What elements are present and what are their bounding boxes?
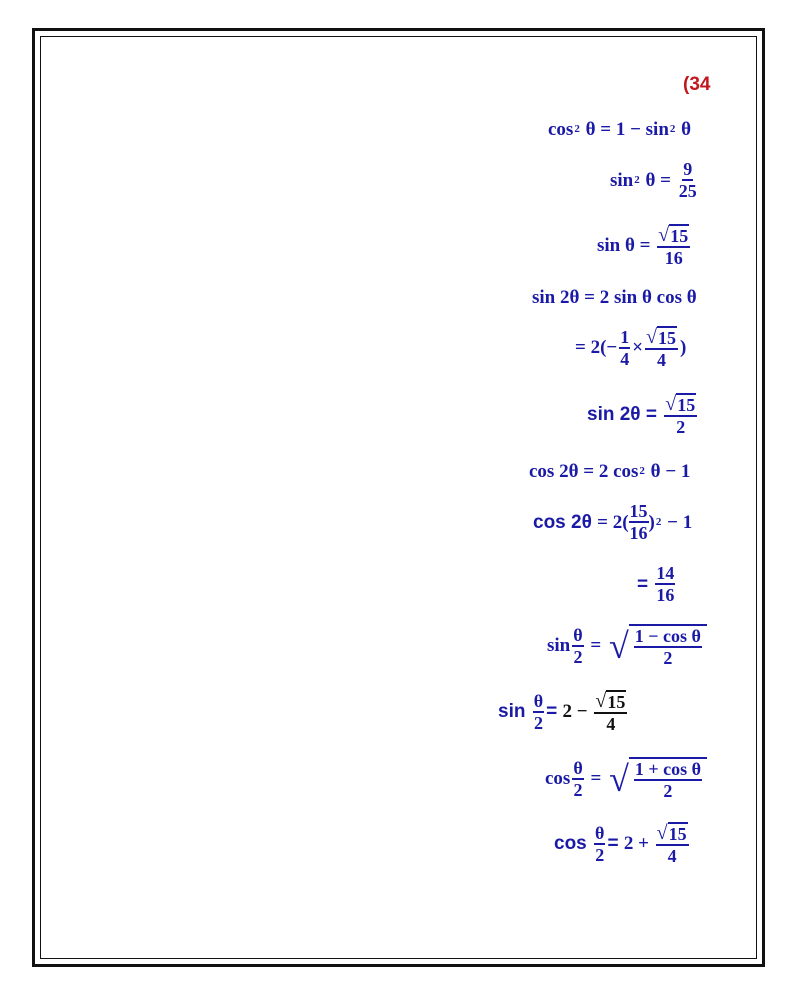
eq2-fraction <box>678 160 698 200</box>
eq12-half-angle <box>572 759 583 799</box>
eq2-exp: 2 <box>634 173 640 186</box>
eq9-fraction <box>655 564 675 604</box>
eq12-two: 2 <box>573 779 583 800</box>
eq13-pre: 2 + <box>623 833 654 854</box>
equation-8 <box>533 502 692 542</box>
equation-13 <box>554 822 691 865</box>
eq11-half-angle <box>533 692 544 732</box>
eq13-theta: θ <box>595 822 605 843</box>
eq5-numerator-1: 1 <box>620 326 630 347</box>
sqrt-icon: √ <box>646 326 658 348</box>
eq12-numerator: 1 + cos θ <box>634 759 701 779</box>
eq12-lhs: cos <box>545 768 571 789</box>
sqrt-icon: √ <box>595 690 607 712</box>
eq11-radicand: 15 <box>607 692 626 712</box>
eq11-denominator: 4 <box>606 714 616 734</box>
eq5-post: ) <box>680 337 687 358</box>
eq1-end: θ <box>676 119 692 140</box>
eq8-pre: = 2( <box>597 511 629 533</box>
eq6-lhs: sin 2θ = <box>587 404 663 425</box>
eq8-numerator: 15 <box>629 501 648 521</box>
eq13-half-angle <box>594 824 605 864</box>
equation-6 <box>587 393 699 436</box>
eq5-denominator-2: 4 <box>657 350 667 370</box>
eq5-fraction-1 <box>619 328 630 368</box>
eq12-equals: = <box>585 768 607 789</box>
eq3-fraction <box>657 224 690 267</box>
eq11-theta: θ <box>533 690 544 711</box>
eq5-radicand: 15 <box>658 328 677 348</box>
eq2-lhs: sin <box>610 169 634 191</box>
eq9-numerator: 14 <box>656 563 675 583</box>
eq8-denominator: 16 <box>629 523 648 543</box>
eq12-radical <box>609 757 707 800</box>
eq5-pre: = 2(− <box>575 337 618 358</box>
eq11-equals: = <box>546 701 563 722</box>
eq10-half-angle <box>572 626 583 666</box>
eq13-fraction <box>656 822 689 865</box>
eq8-end: − 1 <box>662 511 693 533</box>
eq13-radicand: 15 <box>668 824 687 844</box>
eq8-post: ) <box>648 511 655 533</box>
eq12-denominator: 2 <box>663 781 673 801</box>
eq5-times: × <box>632 337 644 358</box>
equation-1 <box>548 120 691 139</box>
eq11-two: 2 <box>533 712 543 733</box>
eq4-text: sin 2θ = 2 sin θ cos θ <box>532 287 697 308</box>
eq1-mid: θ = 1 − sin <box>580 119 669 140</box>
eq13-lhs: cos <box>554 833 593 854</box>
eq11-lhs: sin <box>498 701 531 722</box>
sqrt-icon: √ <box>658 224 670 246</box>
eq7-end: θ − 1 <box>645 461 691 482</box>
eq6-radicand: 15 <box>677 395 696 415</box>
eq7-lhs: cos 2θ = 2 cos <box>529 461 639 482</box>
sqrt-icon: √ <box>665 393 677 415</box>
eq10-two: 2 <box>573 646 583 667</box>
eq11-pre: 2 − <box>562 701 593 722</box>
eq1-exp2: 2 <box>669 123 676 135</box>
eq9-denominator: 16 <box>656 585 675 605</box>
eq7-exp: 2 <box>639 465 645 477</box>
eq5-denominator-1: 4 <box>620 348 630 369</box>
eq1-exp: 2 <box>574 123 580 135</box>
eq6-fraction <box>664 393 697 436</box>
eq3-radicand: 15 <box>670 226 689 246</box>
equation-12 <box>545 757 707 800</box>
equation-9 <box>637 564 677 604</box>
problem-number: (34 <box>683 74 711 95</box>
eq3-denominator: 16 <box>664 248 683 268</box>
eq8-exp: 2 <box>655 515 662 528</box>
equation-5 <box>575 326 686 369</box>
eq10-denominator: 2 <box>663 648 673 668</box>
eq10-equals: = <box>585 635 606 656</box>
eq9-lhs: = <box>637 573 654 595</box>
eq3-lhs: sin θ = <box>597 235 656 256</box>
eq10-radical <box>609 624 707 667</box>
sqrt-icon: √ <box>608 626 629 666</box>
eq10-lhs: sin <box>547 635 571 656</box>
eq1-lhs: cos <box>548 119 574 140</box>
eq8-lhs: cos 2θ <box>533 511 598 533</box>
sqrt-icon: √ <box>656 822 668 844</box>
sqrt-icon: √ <box>609 759 629 799</box>
eq12-theta: θ <box>573 757 583 778</box>
equation-3 <box>597 224 692 267</box>
eq13-equals: = <box>607 833 624 854</box>
eq6-denominator: 2 <box>676 417 686 437</box>
eq2-mid: θ = <box>640 169 676 191</box>
equation-7 <box>529 462 690 481</box>
eq10-theta: θ <box>573 624 583 645</box>
eq5-fraction-2 <box>645 326 678 369</box>
eq8-fraction <box>629 502 649 542</box>
eq13-denominator: 4 <box>667 846 677 866</box>
eq2-numerator: 9 <box>683 159 693 179</box>
eq10-numerator: 1 − cos θ <box>634 626 701 646</box>
equation-4 <box>532 288 697 307</box>
eq11-fraction <box>594 690 627 733</box>
eq13-two: 2 <box>595 844 605 865</box>
equation-10 <box>547 624 707 667</box>
equation-2 <box>610 160 700 200</box>
equation-11 <box>498 690 629 733</box>
eq2-denominator: 25 <box>678 181 697 201</box>
